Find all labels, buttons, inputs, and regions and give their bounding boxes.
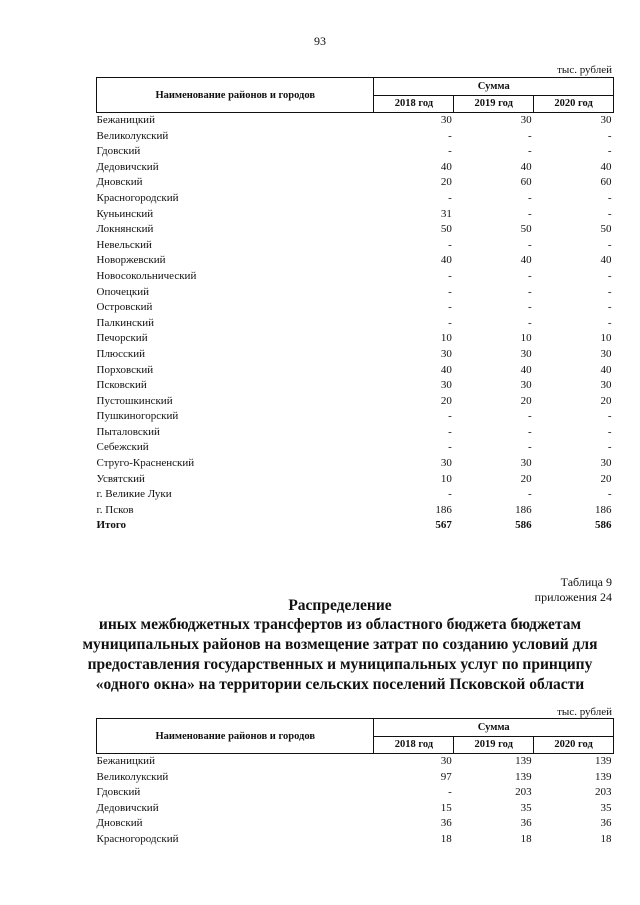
header-year-2018: 2018 год [374,736,454,754]
value-2019: 35 [520,801,532,814]
value-2019: 139 [515,770,532,783]
value-2020: 20 [600,472,612,485]
table-row [97,129,614,145]
table-row [97,801,614,817]
header-name: Наименование районов и городов [97,78,374,113]
district-name: Великолукский [96,770,169,783]
district-name: г. Великие Луки [96,488,172,501]
value-2018: 30 [440,114,452,126]
value-2018: - [448,316,452,329]
value-2019: 30 [520,379,532,392]
value-2019: 10 [520,332,532,345]
district-name: Бежаницкий [96,755,155,767]
district-name: Великолукский [96,129,169,142]
district-name: Красногородский [96,832,179,845]
total-row [97,518,614,534]
value-2018: 31 [440,207,452,220]
heading-title: Распределение [288,597,392,614]
value-2020: 30 [600,347,612,360]
district-name: Гдовский [96,145,141,158]
value-2019: - [527,285,532,298]
table-row [97,832,614,848]
value-2018: 50 [440,223,452,236]
value-2019: 203 [515,786,532,799]
district-name: Опочецкий [96,285,149,298]
value-2020: 30 [600,379,612,392]
table-number: Таблица 9 [560,575,612,589]
value-2019: - [527,238,532,251]
value-2018: 40 [440,363,452,376]
district-name: Бежаницкий [96,114,155,126]
table-row [97,363,614,379]
value-2018: 40 [440,254,452,267]
value-2020: - [607,285,612,298]
table-row [97,331,614,347]
district-name: г. Псков [96,503,134,516]
value-2018: 10 [440,332,452,345]
value-2018: - [448,191,452,204]
value-2020: 30 [600,114,612,126]
value-2018: 30 [440,457,452,470]
district-name: Куньинский [96,207,154,220]
table-row [97,425,614,441]
value-2019: - [527,129,532,142]
district-name: Дедовичский [96,160,159,173]
value-2020: - [607,207,612,220]
value-2019: - [527,488,532,501]
district-name: Новосокольнический [96,269,197,282]
value-2018: - [448,238,452,251]
table-row [97,487,614,503]
value-2018: 15 [440,801,452,814]
value-2019: - [527,316,532,329]
table-row [97,285,614,301]
district-name: Пустошкинский [96,394,173,407]
district-name: Гдовский [96,786,141,799]
value-2018: - [448,425,452,438]
value-2020: 40 [600,160,612,173]
district-name: Псковский [96,379,147,392]
value-2020: - [607,301,612,314]
header-year-2020: 2020 год [534,95,614,113]
total-2018: 567 [435,519,452,532]
value-2018: 18 [440,832,452,845]
value-2020: 35 [600,801,612,814]
table-row [97,394,614,410]
heading-line-2: иных межбюджетных трансфертов из областного бюджета бюджетам [98,616,582,633]
header-year-2018: 2018 год [374,95,454,113]
value-2020: 50 [600,223,612,236]
district-name: Дновский [96,176,143,189]
value-2020: - [607,425,612,438]
total-label: Итого [96,519,127,532]
unit-label: тыс. рублей [557,64,612,76]
value-2018: 20 [440,394,452,407]
table-row [97,754,614,770]
district-name: Струго-Красненский [96,457,195,470]
value-2020: - [607,145,612,158]
table-row [97,144,614,160]
header-name: Наименование районов и городов [97,719,374,754]
value-2020: 186 [595,503,612,516]
table-row [97,378,614,394]
transfers-table-2 [96,718,614,848]
district-name: Дновский [96,817,143,830]
value-2018: 30 [440,755,452,767]
unit-label-2: тыс. рублей [557,706,612,718]
value-2019: 20 [520,394,532,407]
heading-line-3: муниципальных районов на возмещение затрат по созданию условий для [82,636,598,653]
table-row [97,785,614,801]
header-sum: Сумма [374,78,614,96]
table-row [97,191,614,207]
table-row [97,770,614,786]
table-row [97,456,614,472]
value-2019: 40 [520,363,532,376]
value-2020: 203 [595,786,612,799]
value-2020: 60 [600,176,612,189]
value-2019: 30 [520,347,532,360]
header-year-2019: 2019 год [454,736,534,754]
value-2019: 40 [520,160,532,173]
value-2019: 60 [520,176,532,189]
value-2018: - [448,786,452,799]
value-2019: - [527,301,532,314]
table-row [97,409,614,425]
table-row [97,440,614,456]
header-sum: Сумма [374,719,614,737]
value-2018: 20 [440,176,452,189]
table-row [97,816,614,832]
table-row [97,113,614,129]
value-2020: - [607,129,612,142]
value-2019: 30 [520,114,532,126]
table-row [97,269,614,285]
district-name: Печорский [96,332,148,345]
table-row [97,222,614,238]
table-row [97,253,614,269]
value-2020: 30 [600,457,612,470]
table-row [97,175,614,191]
page-number: 93 [314,34,326,48]
district-name: Пушкиногорский [96,410,179,423]
value-2018: - [448,129,452,142]
value-2020: - [607,316,612,329]
district-name: Усвятский [96,472,145,485]
district-name: Дедовичский [96,801,159,814]
table-appendix: приложения 24 [534,590,612,604]
value-2020: 20 [600,394,612,407]
value-2020: - [607,488,612,501]
value-2019: 50 [520,223,532,236]
value-2020: 40 [600,254,612,267]
value-2018: - [448,410,452,423]
value-2019: - [527,269,532,282]
district-name: Островский [96,301,153,314]
value-2018: 10 [440,472,452,485]
value-2020: - [607,441,612,454]
value-2018: 36 [440,817,452,830]
total-2020: 586 [595,519,612,532]
table-row [97,316,614,332]
value-2019: 36 [520,817,532,830]
total-2019: 586 [515,519,532,532]
district-name: Локнянский [96,223,154,236]
value-2019: - [527,441,532,454]
heading-line-4: предоставления государственных и муниципальных услуг по принципу [87,656,593,673]
value-2018: - [448,441,452,454]
value-2018: - [448,285,452,298]
value-2018: - [448,488,452,501]
district-name: Невельский [96,238,152,251]
value-2019: 139 [515,755,532,767]
value-2020: - [607,191,612,204]
value-2019: - [527,191,532,204]
value-2019: - [527,145,532,158]
value-2019: - [527,425,532,438]
district-name: Красногородский [96,191,179,204]
header-year-2019: 2019 год [454,95,534,113]
value-2018: - [448,145,452,158]
value-2018: 30 [440,347,452,360]
district-name: Палкинский [96,316,155,329]
value-2020: 40 [600,363,612,376]
value-2019: - [527,410,532,423]
value-2020: - [607,238,612,251]
value-2020: 139 [595,755,612,767]
district-name: Порховский [96,363,154,376]
value-2018: - [448,269,452,282]
value-2018: 97 [440,770,452,783]
table-row [97,300,614,316]
value-2018: 30 [440,379,452,392]
header-year-2020: 2020 год [534,736,614,754]
value-2019: 186 [515,503,532,516]
value-2019: 30 [520,457,532,470]
table-row [97,160,614,176]
table-row [97,207,614,223]
table-row [97,503,614,519]
value-2018: - [448,301,452,314]
value-2020: 18 [600,832,612,845]
district-name: Плюсский [96,347,146,360]
value-2018: 40 [440,160,452,173]
table-row [97,347,614,363]
value-2019: - [527,207,532,220]
table-row [97,238,614,254]
value-2019: 20 [520,472,532,485]
district-name: Себежский [96,441,149,454]
value-2020: 36 [600,817,612,830]
value-2019: 40 [520,254,532,267]
table-row [97,472,614,488]
value-2020: - [607,269,612,282]
value-2020: 10 [600,332,612,345]
heading-line-5: «одного окна» на территории сельских поселений Псковской области [95,676,585,693]
district-name: Новоржевский [96,254,166,267]
value-2018: 186 [435,503,452,516]
value-2020: 139 [595,770,612,783]
value-2020: - [607,410,612,423]
district-name: Пыталовский [96,425,160,438]
transfers-table-1 [96,77,614,534]
value-2019: 18 [520,832,532,845]
